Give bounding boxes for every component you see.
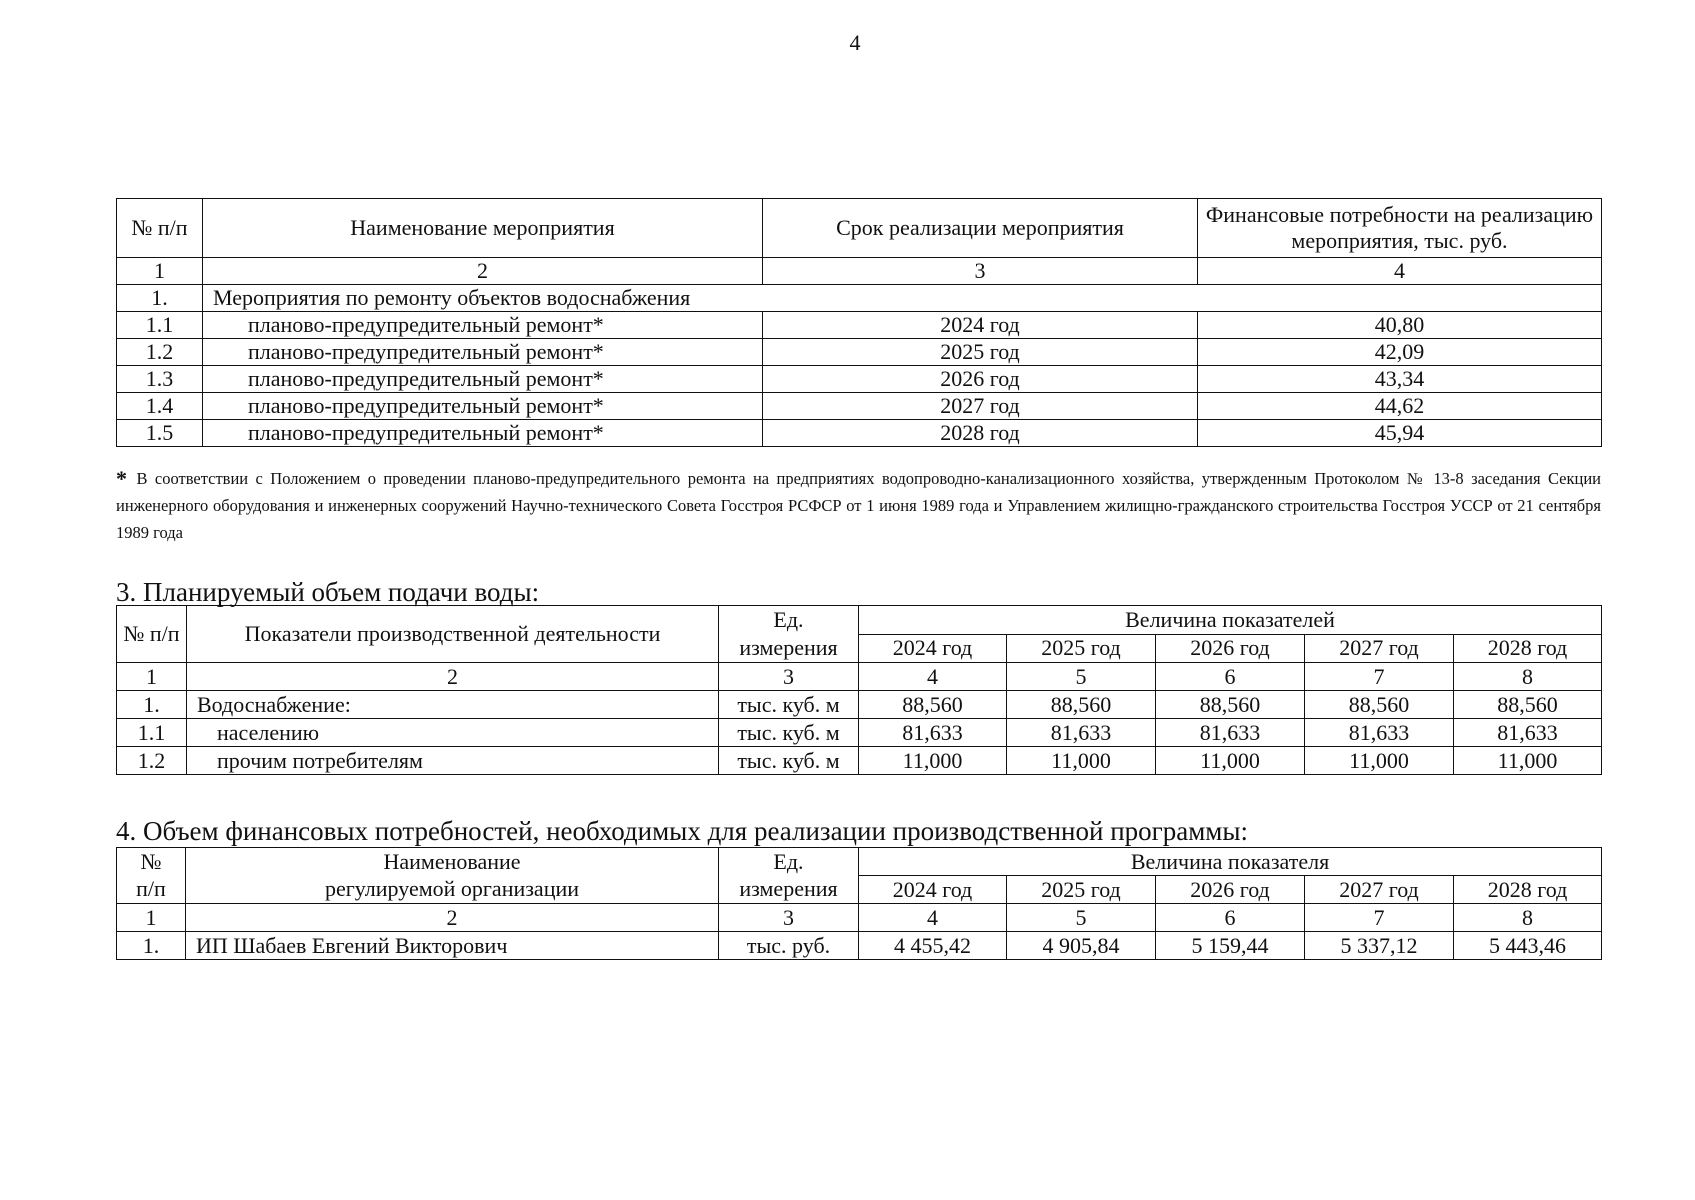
value-cell: 4 455,42 xyxy=(859,932,1007,960)
activity-name: планово-предупредительный ремонт* xyxy=(203,420,763,447)
activity-value: 42,09 xyxy=(1198,339,1602,366)
header-year: 2026 год xyxy=(1156,876,1305,904)
unit: тыс. куб. м xyxy=(719,747,859,775)
header-values: Величина показателя xyxy=(859,848,1602,876)
value-cell: 81,633 xyxy=(1454,719,1602,747)
col-number: 2 xyxy=(187,663,719,691)
value-cell: 11,000 xyxy=(1007,747,1156,775)
col-number: 8 xyxy=(1454,663,1602,691)
value-cell: 11,000 xyxy=(859,747,1007,775)
header-unit: Ед. измерения xyxy=(719,606,859,663)
row-number: 1.2 xyxy=(117,339,203,366)
header-activity-name: Наименование мероприятия xyxy=(203,199,763,258)
activity-value: 45,94 xyxy=(1198,420,1602,447)
table-row xyxy=(117,747,1602,775)
col-number: 6 xyxy=(1156,663,1305,691)
row-number: 1.4 xyxy=(117,393,203,420)
value-cell: 5 443,46 xyxy=(1454,932,1602,960)
value-cell: 11,000 xyxy=(1156,747,1305,775)
header-year: 2025 год xyxy=(1007,876,1156,904)
section-row xyxy=(117,285,1602,312)
value-cell: 88,560 xyxy=(859,691,1007,719)
row-number: 1.1 xyxy=(117,719,187,747)
activity-term: 2025 год xyxy=(763,339,1198,366)
table-row xyxy=(117,366,1602,393)
value-cell: 11,000 xyxy=(1305,747,1454,775)
activity-value: 44,62 xyxy=(1198,393,1602,420)
unit: тыс. куб. м xyxy=(719,719,859,747)
value-cell: 88,560 xyxy=(1156,691,1305,719)
section-3-title: 3. Планируемый объем подачи воды: xyxy=(116,577,540,607)
header-year: 2027 год xyxy=(1305,634,1454,663)
value-cell: 5 337,12 xyxy=(1305,932,1454,960)
table-row xyxy=(117,339,1602,366)
water-supply-table xyxy=(116,605,1602,775)
activity-name: планово-предупредительный ремонт* xyxy=(203,393,763,420)
table-row xyxy=(117,719,1602,747)
table-row xyxy=(117,691,1602,719)
header-year: 2028 год xyxy=(1454,634,1602,663)
section-label: Мероприятия по ремонту объектов водоснабжения xyxy=(203,285,1602,312)
activity-value: 43,34 xyxy=(1198,366,1602,393)
header-financial-needs: Финансовые потребности на реализацию мероприятия, тыс. руб. xyxy=(1198,199,1602,258)
activity-term: 2024 год xyxy=(763,312,1198,339)
header-no: № п/п xyxy=(117,606,187,663)
header-year: 2027 год xyxy=(1305,876,1454,904)
col-number: 3 xyxy=(719,663,859,691)
activity-name: планово-предупредительный ремонт* xyxy=(203,366,763,393)
col-number: 2 xyxy=(186,904,719,932)
row-number: 1.5 xyxy=(117,420,203,447)
row-number: 1.1 xyxy=(117,312,203,339)
col-number: 5 xyxy=(1007,663,1156,691)
table-row xyxy=(117,420,1602,447)
value-cell: 81,633 xyxy=(859,719,1007,747)
row-number: 1. xyxy=(117,691,187,719)
header-org-name: Наименование xyxy=(186,848,719,876)
header-no: № п/п xyxy=(117,199,203,258)
value-cell: 88,560 xyxy=(1454,691,1602,719)
footnote-text: В соответствии с Положением о проведении планово-предупредительного ремонта на предприятиях водопроводно-канализационного хозяйства, утвержденным Протоколом № 13-8 заседания Секции инженерного оборудования и инженерных сооружений Научно-технического Совета Госстроя РСФСР от 1 июня 1989 года и Управлением жилищно-гражданского строительства Госстроя УССР от 21 сентября 1989 года xyxy=(116,469,1601,542)
col-number: 7 xyxy=(1305,663,1454,691)
col-number: 1 xyxy=(117,663,187,691)
activity-term: 2027 год xyxy=(763,393,1198,420)
table-row xyxy=(117,393,1602,420)
row-number: 1.2 xyxy=(117,747,187,775)
activity-value: 40,80 xyxy=(1198,312,1602,339)
value-cell: 4 905,84 xyxy=(1007,932,1156,960)
activity-term: 2026 год xyxy=(763,366,1198,393)
indicator-name: Водоснабжение: xyxy=(187,691,719,719)
header-no: № xyxy=(117,848,186,876)
table-row xyxy=(117,312,1602,339)
value-cell: 11,000 xyxy=(1454,747,1602,775)
header-term: Срок реализации мероприятия xyxy=(763,199,1198,258)
indicator-name: прочим потребителям xyxy=(187,747,719,775)
value-cell: 81,633 xyxy=(1305,719,1454,747)
header-year: 2026 год xyxy=(1156,634,1305,663)
header-no: п/п xyxy=(117,876,186,904)
section-4-title: 4. Объем финансовых потребностей, необходимых для реализации производственной программы: xyxy=(116,816,1249,846)
column-number-row xyxy=(117,663,1602,691)
financial-needs-table xyxy=(116,847,1602,960)
activity-name: планово-предупредительный ремонт* xyxy=(203,312,763,339)
organization-name: ИП Шабаев Евгений Викторович xyxy=(186,932,719,960)
indicator-name: населению xyxy=(187,719,719,747)
col-number: 4 xyxy=(859,904,1007,932)
table-header-row xyxy=(117,199,1602,258)
col-number: 8 xyxy=(1454,904,1602,932)
value-cell: 88,560 xyxy=(1305,691,1454,719)
header-year: 2028 год xyxy=(1454,876,1602,904)
row-number: 1. xyxy=(117,285,203,312)
table-header-row xyxy=(117,606,1602,635)
header-year: 2025 год xyxy=(1007,634,1156,663)
column-number-row xyxy=(117,258,1602,285)
value-cell: 81,633 xyxy=(1007,719,1156,747)
header-unit: измерения xyxy=(719,876,859,904)
unit: тыс. куб. м xyxy=(719,691,859,719)
value-cell: 5 159,44 xyxy=(1156,932,1305,960)
col-number: 4 xyxy=(859,663,1007,691)
page-number: 4 xyxy=(849,30,861,55)
value-cell: 88,560 xyxy=(1007,691,1156,719)
col-number: 5 xyxy=(1007,904,1156,932)
row-number: 1. xyxy=(117,932,186,960)
col-number: 3 xyxy=(763,258,1198,285)
col-number: 3 xyxy=(719,904,859,932)
col-number: 1 xyxy=(117,258,203,285)
activity-name: планово-предупредительный ремонт* xyxy=(203,339,763,366)
activity-term: 2028 год xyxy=(763,420,1198,447)
col-number: 1 xyxy=(117,904,186,932)
header-org-name: регулируемой организации xyxy=(186,876,719,904)
col-number: 6 xyxy=(1156,904,1305,932)
value-cell: 81,633 xyxy=(1156,719,1305,747)
row-number: 1.3 xyxy=(117,366,203,393)
footnote xyxy=(116,465,1601,546)
header-year: 2024 год xyxy=(859,876,1007,904)
repair-activities-table xyxy=(116,198,1602,447)
col-number: 4 xyxy=(1198,258,1602,285)
unit: тыс. руб. xyxy=(719,932,859,960)
header-values: Величина показателей xyxy=(859,606,1602,635)
footnote-star: * xyxy=(116,466,127,491)
header-indicator: Показатели производственной деятельности xyxy=(187,606,719,663)
table-header-row xyxy=(117,848,1602,876)
column-number-row xyxy=(117,904,1602,932)
table-row xyxy=(117,932,1602,960)
col-number: 7 xyxy=(1305,904,1454,932)
header-year: 2024 год xyxy=(859,634,1007,663)
table-header-years-row xyxy=(117,876,1602,904)
header-unit: Ед. xyxy=(719,848,859,876)
col-number: 2 xyxy=(203,258,763,285)
